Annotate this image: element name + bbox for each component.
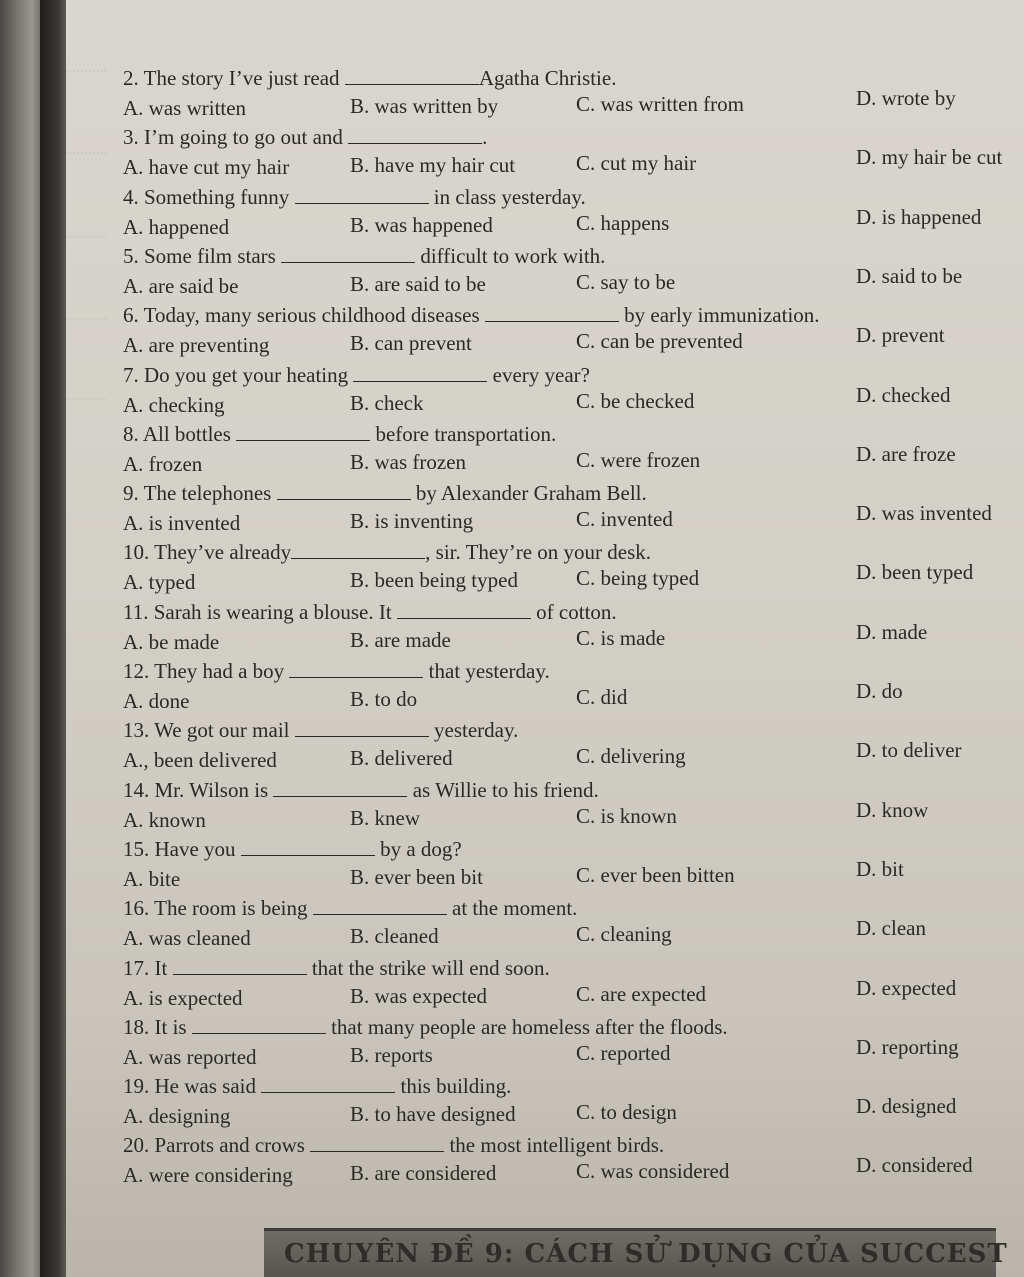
- option-d[interactable]: D. expected: [856, 975, 957, 1000]
- option-d[interactable]: D. said to be: [856, 263, 963, 288]
- option-a[interactable]: A., been delivered: [123, 748, 277, 773]
- question-text-before-blank: Sarah is wearing a blouse. It: [153, 599, 397, 624]
- question-text-after-blank: .: [482, 125, 488, 150]
- option-b[interactable]: B. knew: [350, 805, 420, 830]
- question-text-after-blank: by early immunization.: [618, 303, 820, 328]
- question-stem: [123, 778, 599, 802]
- question-stem: [123, 1133, 664, 1157]
- option-c[interactable]: C. reported: [576, 1040, 671, 1065]
- question-text-after-blank: of cotton.: [530, 599, 617, 624]
- option-d[interactable]: D. checked: [856, 382, 951, 407]
- question-number: 6.: [123, 303, 139, 328]
- question-stem: [123, 481, 647, 505]
- option-a[interactable]: A. bite: [123, 866, 181, 891]
- option-a[interactable]: A. was reported: [123, 1044, 257, 1069]
- worksheet-page: [66, 0, 1024, 1277]
- option-c[interactable]: C. is made: [576, 625, 666, 650]
- margin-dots: [66, 398, 106, 402]
- question-text-after-blank: every year?: [487, 362, 590, 387]
- question-number: 14.: [123, 777, 150, 802]
- question-number: 2.: [123, 66, 139, 90]
- answer-blank[interactable]: [236, 422, 370, 441]
- question-text-before-blank: Today, many serious childhood diseases: [143, 303, 485, 328]
- option-b[interactable]: B. was happened: [350, 212, 493, 237]
- option-b[interactable]: B. cleaned: [350, 924, 439, 949]
- option-b[interactable]: B. was expected: [350, 983, 488, 1008]
- option-c[interactable]: C. was written from: [576, 92, 744, 116]
- option-a[interactable]: A. checking: [123, 392, 225, 417]
- question-number: 11.: [123, 599, 149, 624]
- option-b[interactable]: B. been being typed: [350, 568, 518, 593]
- question-stem: [123, 659, 550, 683]
- chapter-banner: [264, 1228, 1008, 1277]
- option-b[interactable]: B. delivered: [350, 746, 453, 771]
- answer-blank[interactable]: [281, 244, 415, 263]
- option-c[interactable]: C. invented: [576, 507, 673, 532]
- option-c[interactable]: C. say to be: [576, 269, 676, 294]
- answer-blank[interactable]: [277, 481, 411, 500]
- option-d[interactable]: D. bit: [856, 856, 904, 881]
- option-a[interactable]: A. known: [123, 807, 206, 832]
- option-b[interactable]: B. are made: [350, 627, 451, 652]
- question-text-before-blank: Have you: [154, 836, 241, 861]
- option-a[interactable]: A. frozen: [123, 451, 203, 476]
- question-text-before-blank: The story I’ve just read: [143, 66, 345, 90]
- question-number: 15.: [123, 836, 150, 861]
- option-d[interactable]: D. been typed: [856, 560, 974, 585]
- option-d[interactable]: D. know: [856, 797, 929, 822]
- question-number: 9.: [123, 481, 139, 506]
- question-text-after-blank: by a dog?: [374, 836, 462, 861]
- question-stem: [123, 600, 617, 624]
- question-text-after-blank: Agatha Christie.: [478, 66, 617, 90]
- option-a[interactable]: A. happened: [123, 214, 230, 239]
- question-number: 8.: [123, 421, 139, 446]
- question-stem: [123, 185, 586, 209]
- question-number: 4.: [123, 184, 139, 209]
- question-number: 12.: [123, 659, 150, 683]
- option-c[interactable]: C. cleaning: [576, 922, 672, 947]
- option-c[interactable]: C. to design: [576, 1100, 677, 1125]
- option-d[interactable]: D. my hair be cut: [856, 145, 1003, 170]
- option-d[interactable]: D. clean: [856, 916, 926, 941]
- question-text-after-blank: the most intelligent birds.: [444, 1133, 665, 1158]
- option-b[interactable]: B. to do: [350, 687, 418, 711]
- option-a[interactable]: A. have cut my hair: [123, 155, 290, 180]
- option-d[interactable]: D. considered: [856, 1153, 973, 1178]
- option-c[interactable]: C. ever been bitten: [576, 862, 735, 887]
- question-stem: [123, 66, 616, 90]
- question-stem: [123, 422, 556, 446]
- answer-blank[interactable]: [295, 718, 429, 737]
- question-stem: [123, 1015, 728, 1039]
- question-stem: [123, 718, 518, 742]
- question-text-after-blank: as Willie to his friend.: [407, 777, 599, 802]
- answer-blank[interactable]: [291, 540, 425, 559]
- question-text-before-blank: It is: [154, 1014, 192, 1039]
- option-d[interactable]: D. made: [856, 619, 928, 644]
- question-text-after-blank: that the strike will end soon.: [306, 955, 550, 980]
- option-c[interactable]: C. happens: [576, 210, 670, 235]
- answer-blank[interactable]: [353, 363, 487, 382]
- option-a[interactable]: A. typed: [123, 570, 196, 595]
- answer-blank[interactable]: [261, 1074, 395, 1093]
- question-text-before-blank: All bottles: [142, 421, 237, 446]
- question-text-after-blank: that yesterday.: [423, 659, 550, 683]
- option-b[interactable]: B. reports: [350, 1042, 433, 1067]
- question-stem: [123, 244, 605, 268]
- option-b[interactable]: B. check: [350, 390, 424, 415]
- question-text-before-blank: Parrots and crows: [154, 1133, 311, 1158]
- question-text-before-blank: They had a boy: [154, 659, 290, 683]
- option-c[interactable]: C. delivering: [576, 744, 686, 769]
- option-a[interactable]: A. were considering: [123, 1163, 293, 1188]
- answer-blank[interactable]: [345, 66, 479, 85]
- margin-dots: [66, 152, 106, 156]
- question-text-after-blank: , sir. They’re on your desk.: [425, 540, 652, 565]
- question-stem: [123, 837, 462, 861]
- option-b[interactable]: B. are said to be: [350, 271, 486, 296]
- answer-blank[interactable]: [397, 600, 531, 619]
- question-stem: [123, 956, 550, 980]
- question-text-before-blank: I’m going to go out and: [144, 125, 349, 150]
- question-text-after-blank: in class yesterday.: [428, 184, 586, 209]
- option-a[interactable]: A. is invented: [123, 511, 241, 536]
- option-a[interactable]: A. are said be: [123, 273, 239, 298]
- answer-blank[interactable]: [485, 303, 619, 322]
- option-a[interactable]: A. is expected: [123, 985, 243, 1010]
- question-number: 3.: [123, 125, 139, 150]
- question-text-before-blank: The telephones: [143, 481, 277, 506]
- answer-blank[interactable]: [192, 1015, 326, 1034]
- option-c[interactable]: C. was considered: [576, 1159, 730, 1184]
- question-number: 16.: [123, 896, 150, 921]
- option-a[interactable]: A. designing: [123, 1104, 231, 1129]
- question-text-before-blank: Something funny: [144, 184, 295, 209]
- option-a[interactable]: A. are preventing: [123, 333, 270, 358]
- option-d[interactable]: D. are froze: [856, 441, 956, 466]
- answer-blank[interactable]: [289, 659, 423, 678]
- question-text-after-blank: difficult to work with.: [415, 243, 606, 268]
- question-stem: [123, 303, 820, 327]
- option-b[interactable]: B. have my hair cut: [350, 153, 516, 178]
- question-stem: [123, 540, 651, 564]
- answer-blank[interactable]: [173, 956, 307, 975]
- option-c[interactable]: C. be checked: [576, 388, 695, 413]
- option-c[interactable]: C. is known: [576, 803, 677, 828]
- margin-dots: [66, 70, 106, 74]
- option-c[interactable]: C. being typed: [576, 566, 700, 591]
- question-stem: [123, 363, 590, 387]
- question-text-after-blank: this building.: [395, 1074, 512, 1099]
- question-text-after-blank: at the moment.: [446, 896, 578, 921]
- question-text-before-blank: We got our mail: [154, 718, 295, 743]
- option-d[interactable]: D. to deliver: [856, 738, 962, 763]
- question-stem: [123, 896, 577, 920]
- question-number: 18.: [123, 1014, 150, 1039]
- question-stem: [123, 125, 487, 149]
- question-text-after-blank: yesterday.: [428, 718, 519, 743]
- margin-dots: [66, 236, 106, 240]
- option-c[interactable]: C. cut my hair: [576, 151, 697, 176]
- option-b[interactable]: B. was frozen: [350, 449, 467, 474]
- option-b[interactable]: B. is inventing: [350, 509, 474, 534]
- question-text-after-blank: by Alexander Graham Bell.: [410, 481, 647, 506]
- option-c[interactable]: C. can be prevented: [576, 329, 743, 354]
- option-c[interactable]: C. did: [576, 685, 628, 709]
- option-a[interactable]: A. be made: [123, 629, 220, 654]
- answer-blank[interactable]: [241, 837, 375, 856]
- question-number: 7.: [123, 362, 139, 387]
- chapter-banner-title: CHUYÊN ĐỀ 9: CÁCH SỬ DỤNG CỦA SUCCEST: [284, 1239, 1008, 1269]
- answer-blank[interactable]: [310, 1133, 444, 1152]
- option-a[interactable]: A. was cleaned: [123, 926, 251, 951]
- answer-blank[interactable]: [313, 896, 447, 915]
- option-d[interactable]: D. is happened: [856, 204, 982, 229]
- question-text-before-blank: Mr. Wilson is: [154, 777, 274, 802]
- option-d[interactable]: D. prevent: [856, 323, 945, 348]
- question-text-before-blank: It: [154, 955, 173, 980]
- question-text-before-blank: Do you get your heating: [144, 362, 354, 387]
- question-text-before-blank: They’ve already: [154, 540, 292, 565]
- question-number: 17.: [123, 955, 150, 980]
- option-b[interactable]: B. are considered: [350, 1161, 497, 1186]
- option-d[interactable]: D. wrote by: [856, 86, 956, 110]
- option-d[interactable]: D. was invented: [856, 501, 992, 526]
- option-b[interactable]: B. to have designed: [350, 1102, 516, 1127]
- question-text-before-blank: The room is being: [154, 896, 313, 921]
- answer-blank[interactable]: [273, 778, 407, 797]
- question-text-before-blank: Some film stars: [144, 243, 282, 268]
- option-d[interactable]: D. do: [856, 679, 903, 703]
- option-b[interactable]: B. ever been bit: [350, 864, 483, 889]
- question-text-after-blank: that many people are homeless after the floods.: [325, 1014, 728, 1039]
- option-b[interactable]: B. was written by: [350, 94, 499, 118]
- margin-dots: [66, 318, 106, 322]
- option-c[interactable]: C. were frozen: [576, 447, 701, 472]
- question-stem: [123, 1074, 511, 1098]
- question-text-after-blank: before transportation.: [370, 421, 557, 446]
- option-a[interactable]: A. was written: [123, 96, 247, 120]
- option-d[interactable]: D. designed: [856, 1094, 957, 1119]
- question-number: 19.: [123, 1074, 150, 1099]
- option-a[interactable]: A. done: [123, 689, 190, 713]
- question-text-before-blank: He was said: [154, 1074, 262, 1099]
- answer-blank[interactable]: [295, 185, 429, 204]
- option-b[interactable]: B. can prevent: [350, 331, 472, 356]
- question-number: 5.: [123, 243, 139, 268]
- answer-blank[interactable]: [348, 125, 482, 144]
- option-d[interactable]: D. reporting: [856, 1034, 959, 1059]
- question-number: 20.: [123, 1133, 150, 1158]
- question-number: 13.: [123, 718, 150, 743]
- option-c[interactable]: C. are expected: [576, 981, 707, 1006]
- question-number: 10.: [123, 540, 150, 565]
